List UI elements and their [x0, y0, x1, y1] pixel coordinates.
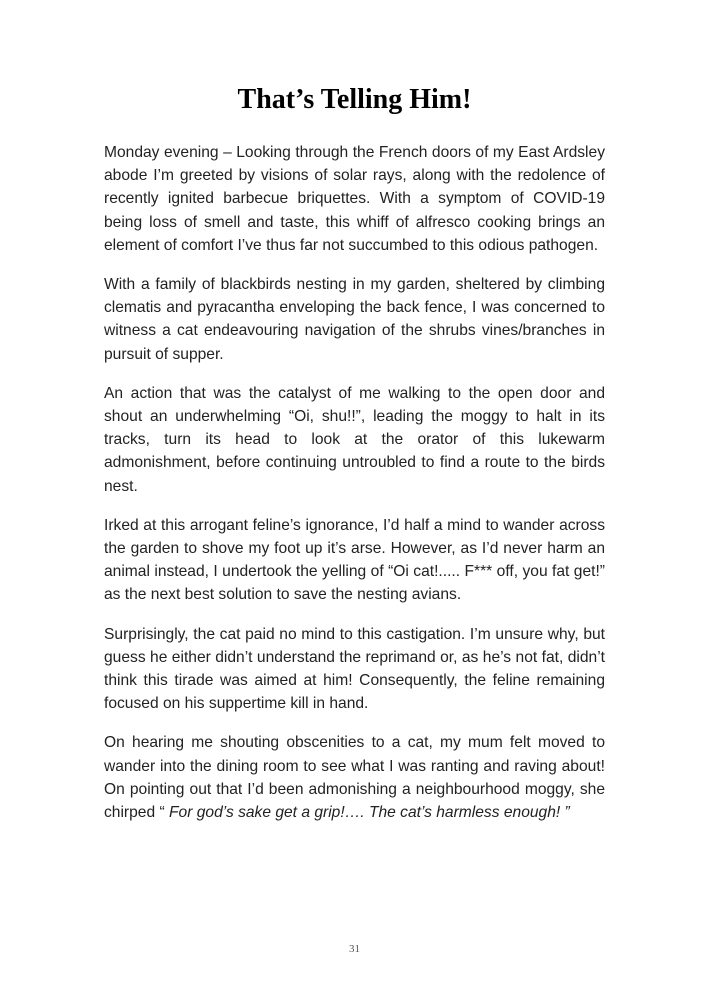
- paragraph-5: Surprisingly, the cat paid no mind to this castigation. I’m unsure why, but guess he either didn’t understand the reprimand or, as he’s not fat, didn’t think this tirade was aimed at him! Consequently, the feline remaining focused on his suppertime kill in hand.: [104, 625, 605, 713]
- paragraph-4: Irked at this arrogant feline’s ignorance, I’d half a mind to wander across the garden to shove my foot up it’s arse. However, as I’d never harm an animal instead, I undertook the yelling of “Oi cat!..... F*** off, you fat get!” as the next best solution to save the nesting avians.: [104, 516, 605, 604]
- paragraph-6: [104, 731, 605, 824]
- body-text: [104, 141, 605, 840]
- paragraph-6-text: On hearing me shouting obscenities to a cat, my mum felt moved to wander into the dining room to see what I was ranting and raving about! On pointing out that I’d been admonishing a neighbourhood moggy, she chirped “: [104, 734, 605, 822]
- paragraph-2: With a family of blackbirds nesting in my garden, sheltered by climbing clematis and pyracantha enveloping the back fence, I was concerned to witness a cat endeavouring navigation of the shrubs vines/branches in pursuit of supper.: [104, 276, 605, 363]
- mum-quote: For god’s sake get a grip!…. The cat’s harmless enough! ”: [169, 804, 570, 822]
- paragraph-3: An action that was the catalyst of me walking to the open door and shout an underwhelming “Oi, shu!!”, leading the moggy to halt in its tracks, turn its head to look at the orator of this lukewarm admonishment, before continuing untroubled to find a route to the birds nest.: [104, 384, 605, 495]
- page-title: That’s Telling Him!: [237, 84, 472, 115]
- page-number: 31: [349, 943, 360, 955]
- paragraph-1: Monday evening – Looking through the French doors of my East Ardsley abode I’m greeted by visions of solar rays, along with the redolence of recently ignited barbecue briquettes. With a symptom of COVID-19 being loss of smell and taste, this whiff of alfresco cooking brings an element of comfort I’ve thus far not succumbed to this odious pathogen.: [104, 144, 605, 254]
